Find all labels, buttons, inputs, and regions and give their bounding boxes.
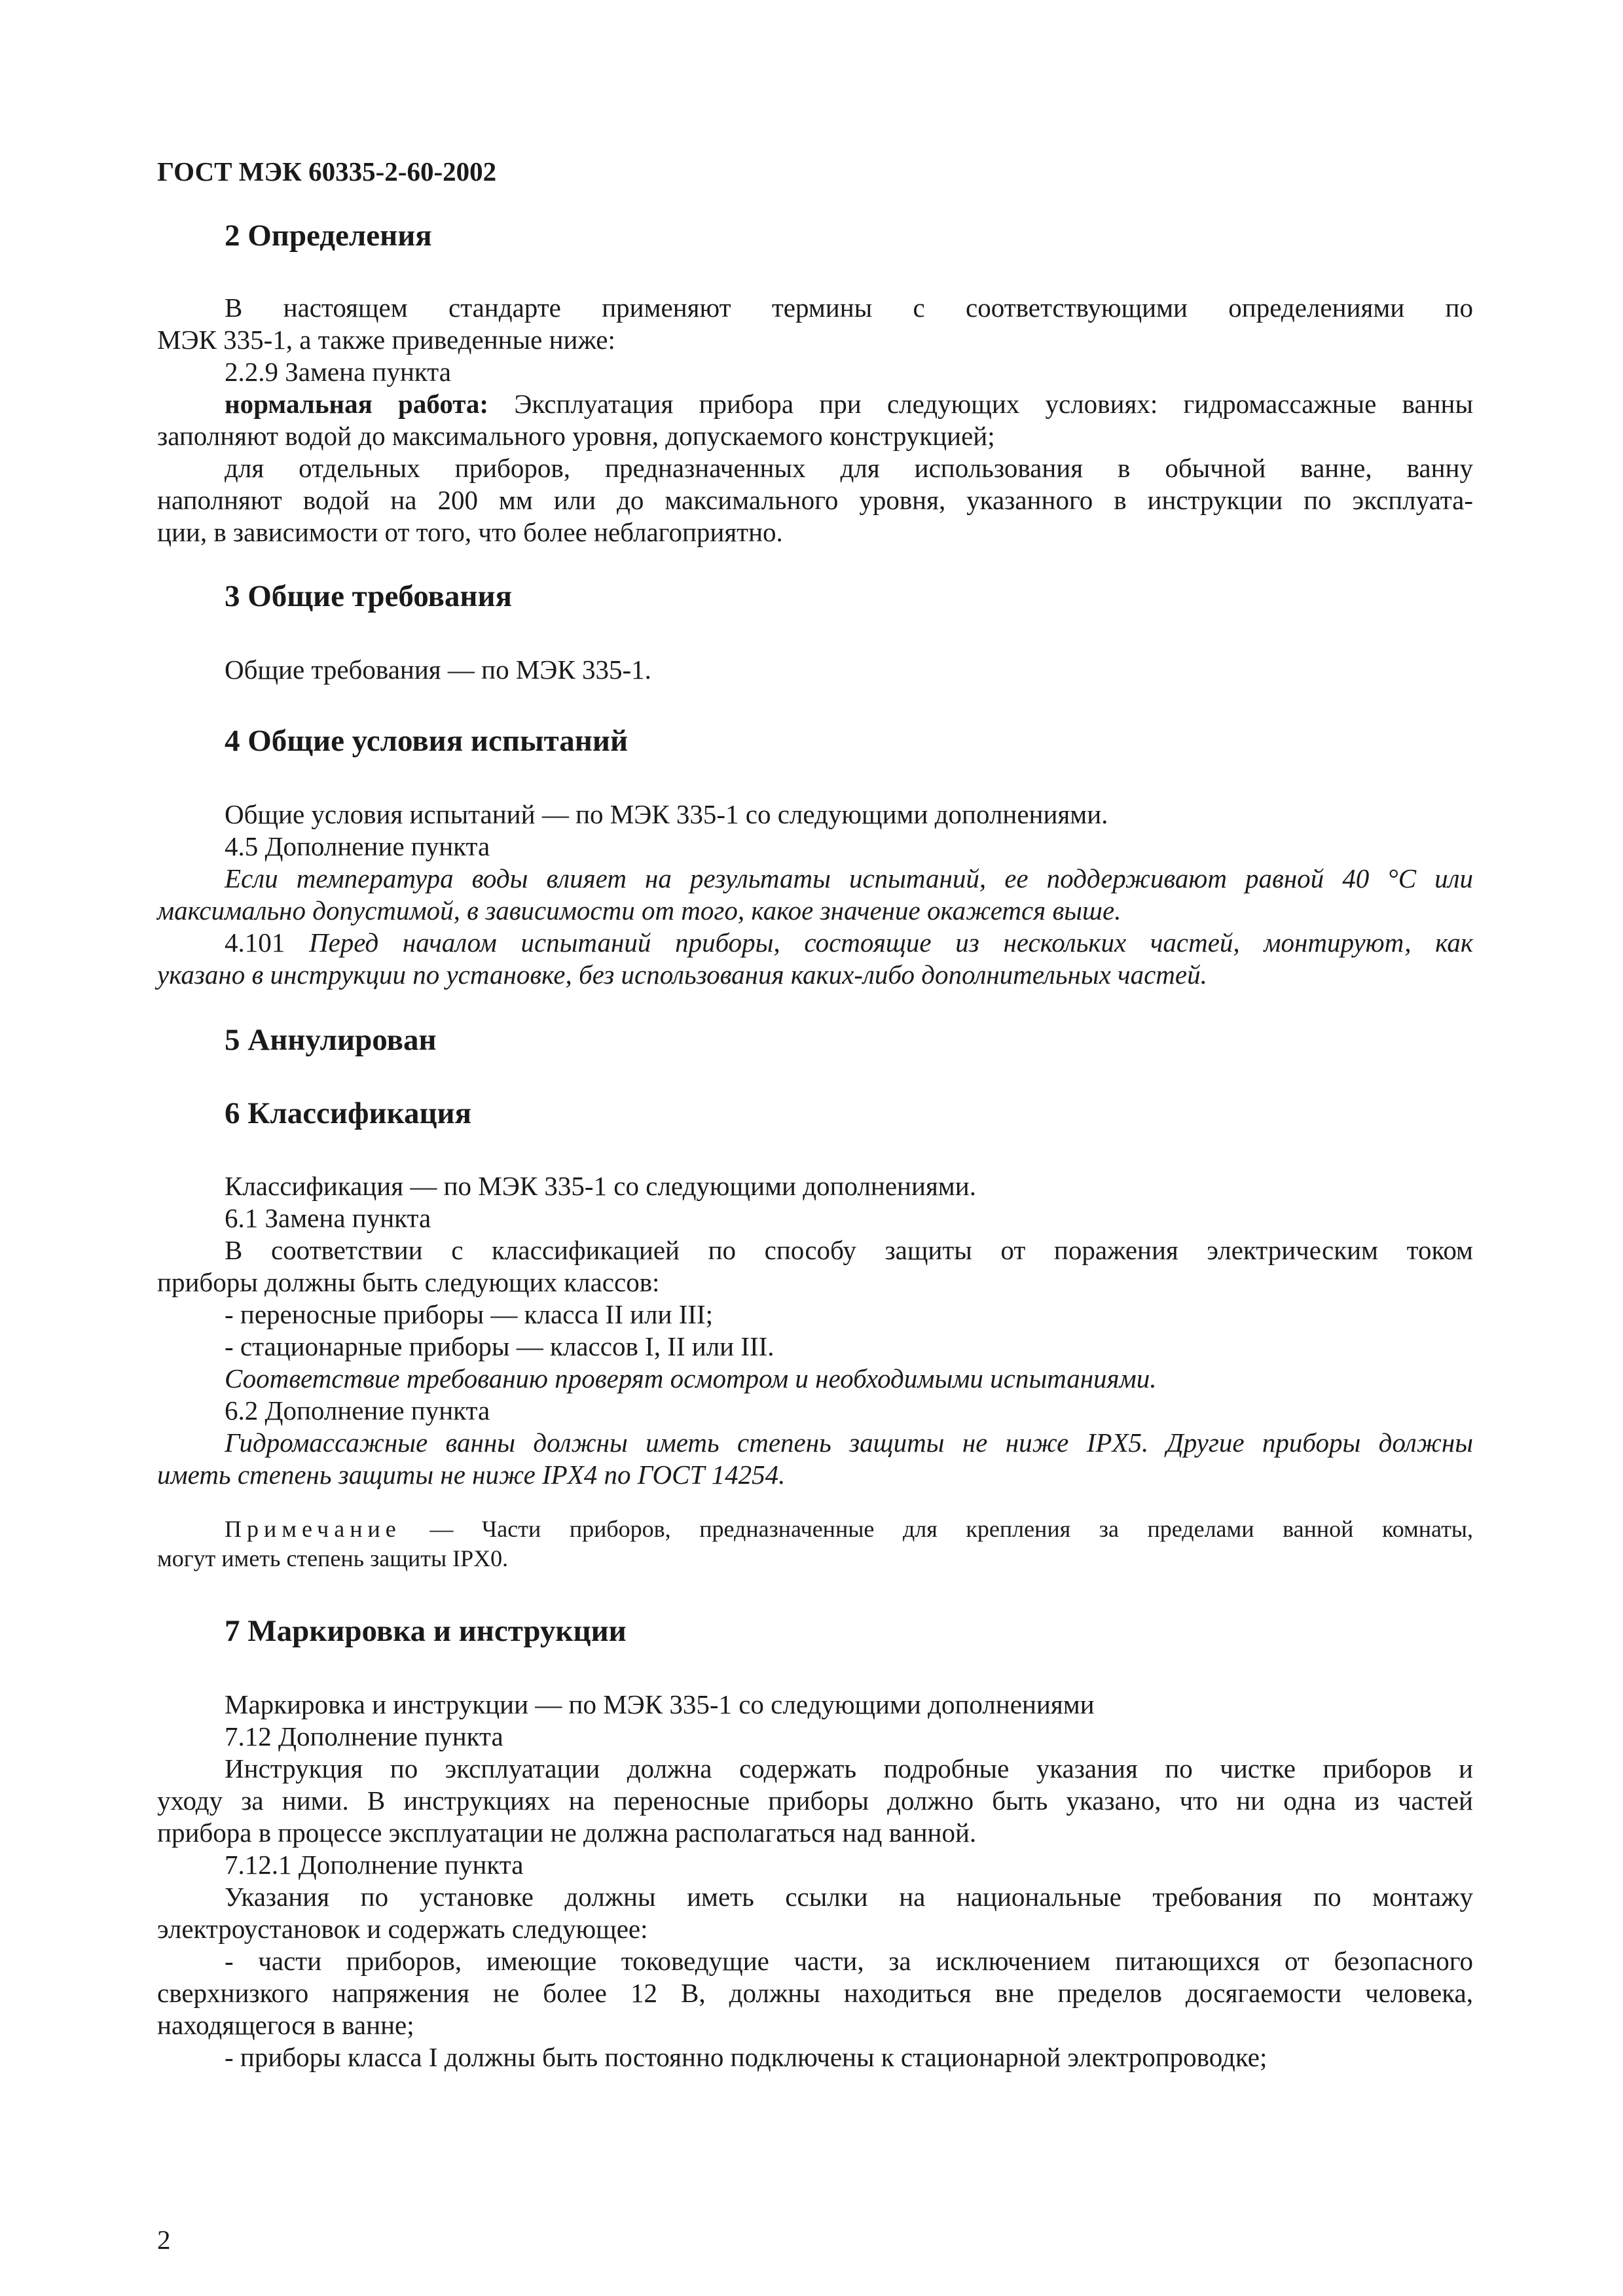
running-header: ГОСТ МЭК 60335-2-60-2002 <box>157 156 497 187</box>
s6-italic-line-2: иметь степень защиты не ниже IPX4 по ГОСТ 14254. <box>157 1460 786 1490</box>
s6-para1-line-2: приборы должны быть следующих классов: <box>157 1267 660 1297</box>
s6-list-item-1: - переносные приборы — класса II или III; <box>225 1299 714 1329</box>
s7-subclause-2: 7.12.1 Дополнение пункта <box>225 1850 524 1880</box>
s2-para2-line-1: для отдельных приборов, предназначенных для использования в обычной ванне, ванну <box>225 453 1473 483</box>
s4-intro: Общие условия испытаний — по МЭК 335-1 со следующими дополнениями. <box>225 799 1108 829</box>
s2-para2-line-2: наполняют водой на 200 мм или до максимального уровня, указанного в инструкции по эксплуата- <box>157 485 1473 515</box>
s4-italic-2-line-2: указано в инструкции по установке, без использования каких-либо дополнительных частей. <box>157 960 1207 990</box>
s2-para2-line-3: ции, в зависимости от того, что более неблагоприятно. <box>157 517 783 547</box>
s7-list-item-1-line-1: - части приборов, имеющие токоведущие части, за исключением питающихся от безопасного <box>225 1946 1473 1976</box>
s3-text: Общие требования — по МЭК 335-1. <box>225 655 651 685</box>
s4-subclause-2-number: 4.101 <box>225 927 309 958</box>
section-4-heading: 4 Общие условия испытаний <box>225 724 629 758</box>
s6-note-text: — Части приборов, предназначенные для крепления за пределами ванной комнаты, <box>401 1516 1473 1542</box>
section-4-body <box>157 798 1473 991</box>
s7-intro: Маркировка и инструкции — по МЭК 335-1 со следующими дополнениями <box>225 1689 1095 1719</box>
s7-para1-line-2: уходу за ними. В инструкциях на переносные приборы должно быть указано, что ни одна из частей <box>157 1785 1473 1816</box>
s7-list-item-2: - приборы класса I должны быть постоянно подключены к стационарной электропроводке; <box>225 2042 1267 2072</box>
s6-italic-line-1: Гидромассажные ванны должны иметь степень защиты не ниже IPX5. Другие приборы должны <box>225 1427 1473 1458</box>
section-2-heading: 2 Определения <box>225 219 432 253</box>
s6-subclause-2: 6.2 Дополнение пункта <box>225 1395 490 1426</box>
s6-subclause-1: 6.1 Замена пункта <box>225 1203 431 1233</box>
section-2-body <box>157 292 1473 548</box>
s2-intro-line-1: В настоящем стандарте применяют термины с соответствующими определениями по <box>225 293 1473 323</box>
s2-intro-line-2: МЭК 335-1, а также приведенные ниже: <box>157 325 615 355</box>
s7-subclause-1: 7.12 Дополнение пункта <box>225 1721 503 1751</box>
page-number: 2 <box>157 2225 171 2255</box>
s7-para1-line-1: Инструкция по эксплуатации должна содержать подробные указания по чистке приборов и <box>225 1753 1473 1784</box>
s6-note-line-1 <box>157 1515 1473 1544</box>
s7-para2-line-1: Указания по установке должны иметь ссылки на национальные требования по монтажу <box>225 1882 1473 1912</box>
s6-para1-line-1: В соответствии с классификацией по способу защиты от поражения электрическим током <box>225 1235 1473 1265</box>
s2-definition-line-1 <box>157 388 1473 420</box>
s6-note-label: Примечание <box>225 1516 401 1542</box>
section-6-heading: 6 Классификация <box>225 1096 472 1130</box>
section-3-heading: 3 Общие требования <box>225 579 513 613</box>
s4-italic-2-text: Перед началом испытаний приборы, состоящие из нескольких частей, монтируют, как <box>308 927 1473 958</box>
section-7-heading: 7 Маркировка и инструкции <box>225 1614 627 1648</box>
s7-list-item-1-line-3: находящегося в ванне; <box>157 2010 414 2040</box>
s4-italic-1-line-1: Если температура воды влияет на результаты испытаний, ее поддерживают равной 40 °С или <box>225 863 1473 893</box>
s2-term: нормальная работа: <box>225 389 489 419</box>
s6-note-line-2: могут иметь степень защиты IPX0. <box>157 1545 509 1571</box>
s6-note <box>157 1515 1473 1573</box>
s4-subclause-1: 4.5 Дополнение пункта <box>225 831 490 861</box>
s7-list-item-1-line-2: сверхнизкого напряжения не более 12 В, должны находиться вне пределов досягаемости человека, <box>157 1978 1473 2008</box>
s7-para1-line-3: прибора в процессе эксплуатации не должна располагаться над ванной. <box>157 1818 977 1848</box>
s2-definition-line-2: заполняют водой до максимального уровня, допускаемого конструкцией; <box>157 421 995 451</box>
s4-italic-1-line-2: максимально допустимой, в зависимости от того, какое значение окажется выше. <box>157 895 1122 925</box>
section-7-body <box>157 1689 1473 2073</box>
section-6-body <box>157 1170 1473 1491</box>
s6-intro: Классификация — по МЭК 335-1 со следующими дополнениями. <box>225 1171 976 1201</box>
s6-compliance-note: Соответствие требованию проверят осмотром и необходимыми испытаниями. <box>225 1363 1157 1393</box>
s7-para2-line-2: электроустановок и содержать следующее: <box>157 1914 648 1944</box>
s2-subclause: 2.2.9 Замена пункта <box>225 357 451 387</box>
s6-list-item-2: - стационарные приборы — классов I, II или III. <box>225 1331 775 1361</box>
section-3-body <box>157 654 1473 686</box>
section-5-heading: 5 Аннулирован <box>225 1023 437 1057</box>
s2-definition-text: Эксплуатация прибора при следующих условиях: гидромассажные ванны <box>488 389 1473 419</box>
s4-subclause-2-line-1 <box>157 927 1473 959</box>
